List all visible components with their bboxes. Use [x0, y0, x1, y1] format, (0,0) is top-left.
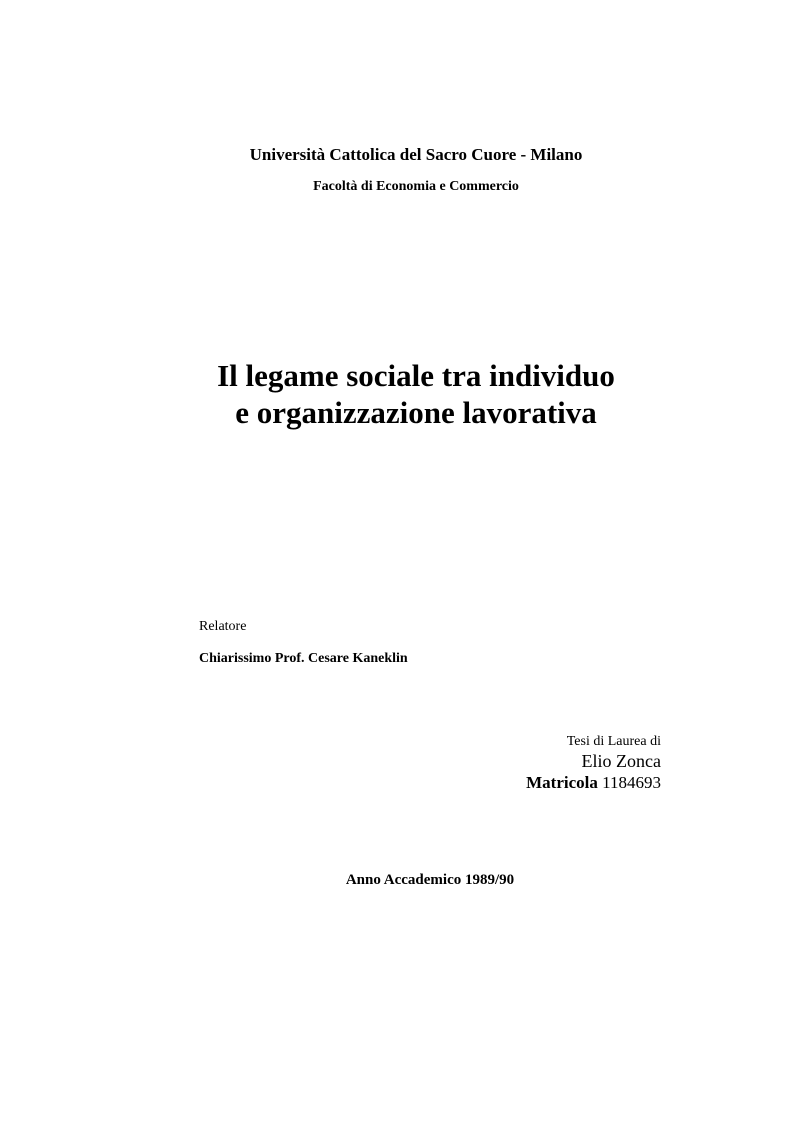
thesis-author-block	[526, 732, 661, 793]
academic-year: Anno Accademico 1989/90	[345, 872, 515, 888]
advisor-name: Chiarissimo Prof. Cesare Kaneklin	[199, 651, 408, 666]
student-id-label: Matricola	[526, 773, 598, 792]
student-name: Elio Zonca	[581, 751, 661, 771]
faculty-name: Facoltà di Economia e Commercio	[313, 179, 519, 194]
thesis-title-line-2: e organizzazione lavorativa	[235, 395, 597, 430]
thesis-title	[0, 357, 794, 431]
advisor-label: Relatore	[199, 619, 247, 634]
thesis-title-line-1: Il legame sociale tra individuo	[217, 358, 615, 393]
student-id	[526, 772, 661, 793]
university-name: Università Cattolica del Sacro Cuore - Milano	[249, 145, 583, 164]
student-id-number: 1184693	[602, 773, 661, 792]
thesis-author-label: Tesi di Laurea di	[566, 734, 661, 749]
